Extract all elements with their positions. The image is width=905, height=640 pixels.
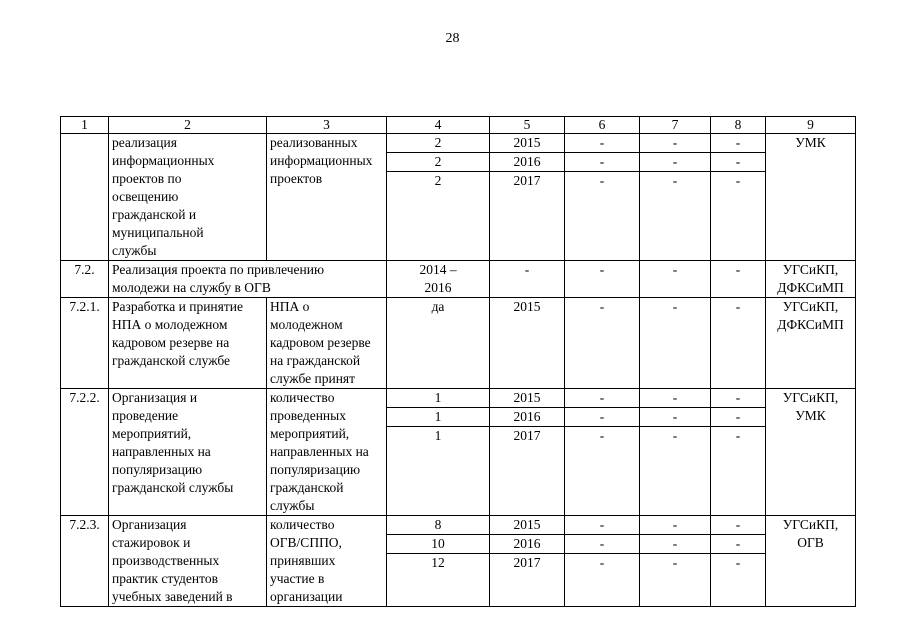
target-value bbox=[387, 134, 490, 261]
column-7-value-value: - bbox=[640, 152, 710, 171]
action-text-line: освещению bbox=[112, 189, 179, 204]
column-7-value bbox=[640, 389, 711, 516]
year-value bbox=[490, 389, 565, 516]
item-number: 7.2. bbox=[61, 261, 109, 298]
action-text-line: Реализация проекта по привлечению bbox=[112, 262, 325, 277]
column-6-value: - bbox=[565, 298, 640, 389]
action-text-line: учебных заведений в bbox=[112, 589, 233, 604]
target-value-line: 2014 – bbox=[419, 262, 457, 277]
action-text-line: службы bbox=[112, 243, 157, 258]
indicator-text-line: реализованных bbox=[270, 135, 358, 150]
column-8-value: - bbox=[711, 298, 766, 389]
indicator-text-line: службе принят bbox=[270, 371, 356, 386]
action-text bbox=[109, 261, 387, 298]
action-text-line: гражданской и bbox=[112, 207, 197, 222]
action-text-line: муниципальной bbox=[112, 225, 204, 240]
column-6-value bbox=[565, 134, 640, 261]
table-row bbox=[61, 134, 856, 261]
column-8-value-value: - bbox=[711, 171, 765, 190]
responsible-text-line: УМК bbox=[795, 135, 826, 150]
indicator-text-line: направленных на bbox=[270, 444, 369, 459]
year-value-value: 2016 bbox=[490, 534, 564, 553]
action-text-line: проведение bbox=[112, 408, 179, 423]
column-number: 9 bbox=[766, 117, 856, 134]
column-8-value-value: - bbox=[735, 517, 741, 532]
plan-table bbox=[60, 116, 856, 607]
action-text-line: Разработка и принятие bbox=[112, 299, 243, 314]
action-text-line: Организация bbox=[112, 517, 187, 532]
column-6-value-value: - bbox=[565, 171, 639, 190]
indicator-text-line: кадровом резерве bbox=[270, 335, 371, 350]
column-7-value bbox=[640, 134, 711, 261]
year-value-value: 2015 bbox=[513, 390, 541, 405]
target-value-value: 2 bbox=[387, 152, 489, 171]
column-7-value: - bbox=[640, 298, 711, 389]
column-8-value-value: - bbox=[711, 534, 765, 553]
year-value-value: 2017 bbox=[490, 171, 564, 190]
target-value-value: 2 bbox=[387, 171, 489, 190]
indicator-text-line: организации bbox=[270, 589, 343, 604]
column-6-value bbox=[565, 516, 640, 607]
responsible-text-line: ДФКСиМП bbox=[777, 317, 844, 332]
action-text-line: производственных bbox=[112, 553, 220, 568]
target-value-value: 8 bbox=[434, 517, 442, 532]
responsible-text-line: УГСиКП, bbox=[782, 517, 839, 532]
target-value bbox=[387, 389, 490, 516]
target-value bbox=[387, 516, 490, 607]
indicator-text-line: мероприятий, bbox=[270, 426, 350, 441]
target-value-value: 12 bbox=[387, 553, 489, 572]
target-value-value: 1 bbox=[387, 407, 489, 426]
action-text-line: направленных на bbox=[112, 444, 211, 459]
action-text-line: реализация bbox=[112, 135, 177, 150]
responsible-text bbox=[766, 389, 856, 516]
column-6-value-value: - bbox=[565, 553, 639, 572]
indicator-text-line: молодежном bbox=[270, 317, 343, 332]
column-number: 5 bbox=[490, 117, 565, 134]
indicator-text-line: ОГВ/СППО, bbox=[270, 535, 342, 550]
action-text-line: информационных bbox=[112, 153, 215, 168]
column-7-value: - bbox=[640, 261, 711, 298]
column-6-value-value: - bbox=[599, 517, 605, 532]
responsible-text bbox=[766, 134, 856, 261]
action-text bbox=[109, 298, 267, 389]
column-7-value-value: - bbox=[640, 534, 710, 553]
column-number: 3 bbox=[267, 117, 387, 134]
column-8-value-value: - bbox=[735, 390, 741, 405]
column-6-value bbox=[565, 389, 640, 516]
action-text-line: гражданской службы bbox=[112, 480, 234, 495]
responsible-text-line: ОГВ bbox=[797, 535, 824, 550]
column-6-value-value: - bbox=[565, 407, 639, 426]
action-text-line: гражданской службе bbox=[112, 353, 231, 368]
responsible-text bbox=[766, 516, 856, 607]
column-7-value-value: - bbox=[672, 390, 678, 405]
item-number: 7.2.2. bbox=[61, 389, 109, 516]
column-7-value-value: - bbox=[640, 426, 710, 445]
indicator-text bbox=[267, 516, 387, 607]
target-value-value: 10 bbox=[387, 534, 489, 553]
action-text-line: мероприятий, bbox=[112, 426, 192, 441]
header-row bbox=[61, 117, 856, 134]
item-number: 7.2.3. bbox=[61, 516, 109, 607]
responsible-text-line: УГСиКП, bbox=[782, 262, 839, 277]
action-text bbox=[109, 134, 267, 261]
item-number bbox=[61, 134, 109, 261]
responsible-text-line: УГСиКП, bbox=[782, 390, 839, 405]
column-number: 8 bbox=[711, 117, 766, 134]
indicator-text bbox=[267, 298, 387, 389]
year-value: 2015 bbox=[490, 298, 565, 389]
target-value-value: 1 bbox=[434, 390, 442, 405]
action-text-line: Организация и bbox=[112, 390, 198, 405]
indicator-text-line: НПА о bbox=[270, 299, 310, 314]
column-number: 7 bbox=[640, 117, 711, 134]
column-6-value-value: - bbox=[565, 534, 639, 553]
column-6-value-value: - bbox=[599, 390, 605, 405]
year-value-value: 2017 bbox=[490, 553, 564, 572]
column-6-value-value: - bbox=[565, 426, 639, 445]
column-8-value bbox=[711, 389, 766, 516]
indicator-text-line: популяризацию bbox=[270, 462, 361, 477]
column-8-value-value: - bbox=[711, 407, 765, 426]
column-7-value-value: - bbox=[640, 407, 710, 426]
action-text-line: популяризацию bbox=[112, 462, 203, 477]
responsible-text-line: УГСиКП, bbox=[782, 299, 839, 314]
action-text-line: проектов по bbox=[112, 171, 182, 186]
column-8-value: - bbox=[711, 261, 766, 298]
column-7-value-value: - bbox=[672, 517, 678, 532]
target-value-value: 1 bbox=[387, 426, 489, 445]
target-value: да bbox=[387, 298, 490, 389]
year-value-value: 2017 bbox=[490, 426, 564, 445]
action-text-line: кадровом резерве на bbox=[112, 335, 230, 350]
indicator-text-line: количество bbox=[270, 517, 335, 532]
indicator-text-line: принявших bbox=[270, 553, 336, 568]
indicator-text-line: службы bbox=[270, 498, 315, 513]
column-number: 2 bbox=[109, 117, 267, 134]
target-value-value: 2 bbox=[434, 135, 442, 150]
action-text bbox=[109, 516, 267, 607]
indicator-text-line: проведенных bbox=[270, 408, 346, 423]
indicator-text-line: участие в bbox=[270, 571, 325, 586]
column-7-value-value: - bbox=[640, 171, 710, 190]
table-row bbox=[61, 389, 856, 516]
column-number: 1 bbox=[61, 117, 109, 134]
year-value bbox=[490, 516, 565, 607]
year-value: - bbox=[490, 261, 565, 298]
column-7-value bbox=[640, 516, 711, 607]
responsible-text bbox=[766, 261, 856, 298]
column-6-value-value: - bbox=[599, 135, 605, 150]
column-8-value bbox=[711, 134, 766, 261]
table-row bbox=[61, 261, 856, 298]
responsible-text bbox=[766, 298, 856, 389]
column-8-value-value: - bbox=[735, 135, 741, 150]
column-7-value-value: - bbox=[640, 553, 710, 572]
table-row bbox=[61, 298, 856, 389]
item-number: 7.2.1. bbox=[61, 298, 109, 389]
action-text-line: практик студентов bbox=[112, 571, 218, 586]
responsible-text-line: УМК bbox=[795, 408, 826, 423]
action-text-line: молодежи на службу в ОГВ bbox=[112, 280, 271, 295]
column-6-value: - bbox=[565, 261, 640, 298]
action-text-line: стажировок и bbox=[112, 535, 191, 550]
target-value bbox=[387, 261, 490, 298]
indicator-text-line: гражданской bbox=[270, 480, 344, 495]
indicator-text bbox=[267, 389, 387, 516]
action-text bbox=[109, 389, 267, 516]
indicator-text bbox=[267, 134, 387, 261]
year-value-value: 2016 bbox=[490, 407, 564, 426]
responsible-text-line: ДФКСиМП bbox=[777, 280, 844, 295]
column-6-value-value: - bbox=[565, 152, 639, 171]
table-row bbox=[61, 516, 856, 607]
indicator-text-line: проектов bbox=[270, 171, 323, 186]
indicator-text-line: информационных bbox=[270, 153, 373, 168]
year-value-value: 2015 bbox=[513, 517, 541, 532]
column-8-value-value: - bbox=[711, 152, 765, 171]
page-number: 28 bbox=[445, 31, 460, 46]
column-number: 4 bbox=[387, 117, 490, 134]
column-8-value-value: - bbox=[711, 426, 765, 445]
column-number: 6 bbox=[565, 117, 640, 134]
column-7-value-value: - bbox=[672, 135, 678, 150]
indicator-text-line: на гражданской bbox=[270, 353, 361, 368]
column-8-value bbox=[711, 516, 766, 607]
year-value-value: 2015 bbox=[513, 135, 541, 150]
year-value-value: 2016 bbox=[490, 152, 564, 171]
year-value bbox=[490, 134, 565, 261]
action-text-line: НПА о молодежном bbox=[112, 317, 228, 332]
column-8-value-value: - bbox=[711, 553, 765, 572]
target-value-line: 2016 bbox=[424, 280, 452, 295]
indicator-text-line: количество bbox=[270, 390, 335, 405]
